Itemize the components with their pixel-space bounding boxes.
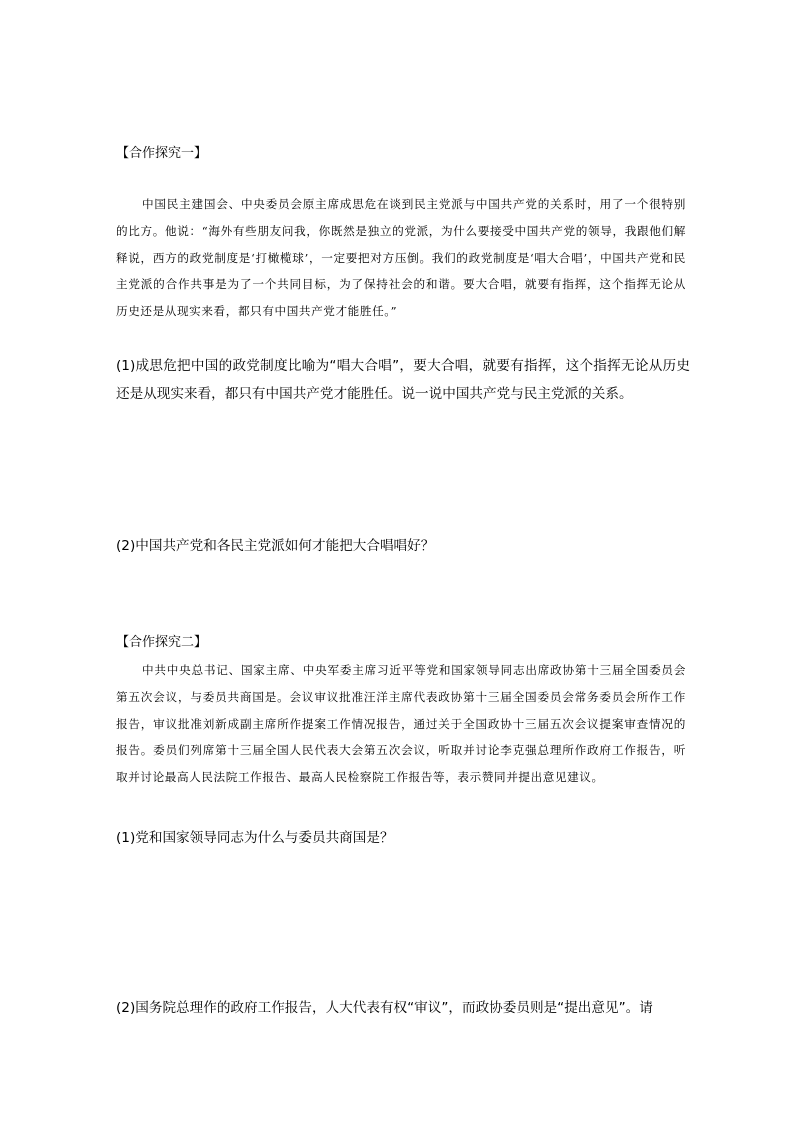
section-2-heading: 【合作探究二】 bbox=[116, 635, 208, 650]
section-2-passage: 中共中央总书记、国家主席、中央军委主席习近平等党和国家领导同志出席政协第十三届全国委员会第五次会议，与委员共商国是。会议审议批准汪洋主席代表政协第十三届全国委员会常务委员会所作工作报告，审议批准刘新成副主席所作提案工作情况报告，通过关于全国政协十三届五次会议提案审查情况的报告。委员们列席第十三届全国人民代表大会第五次会议，听取并讨论李克强总理所作政府工作报告，听取并讨论最高人民法院工作报告、最高人民检察院工作报告等，表示赞同并提出意见建议。 bbox=[116, 663, 686, 785]
section-1-heading: 【合作探究一】 bbox=[116, 146, 208, 161]
section-1-passage: 中国民主建国会、中央委员会原主席成思危在谈到民主党派与中国共产党的关系时，用了一个很特别的比方。他说：“海外有些朋友问我，你既然是独立的党派，为什么要接受中国共产党的领导，我跟他们解释说，西方的政党制度是‘打橄榄球’，一定要把对方压倒。我们的政党制度是‘唱大合唱’，中国共产党和民主党派的合作共事是为了一个共同目标，为了保持社会的和谐。要大合唱，就要有指挥，这个指挥无论从历史还是从现实来看，都只有中国共产党才能胜任。” bbox=[116, 197, 686, 319]
section-1-question-2: (2)中国共产党和各民主党派如何才能把大合唱唱好？ bbox=[116, 538, 435, 554]
section-2-question-2: (2)国务院总理作的政府工作报告，人大代表有权“审议”，而政协委员则是“提出意见”。请 bbox=[116, 1000, 653, 1016]
section-2-question-1: (1)党和国家领导同志为什么与委员共商国是？ bbox=[116, 830, 394, 846]
section-1-question-1: (1)成思危把中国的政党制度比喻为“唱大合唱”，要大合唱，就要有指挥，这个指挥无论从历史还是从现实来看，都只有中国共产党才能胜任。说一说中国共产党与民主党派的关系。 bbox=[116, 358, 690, 402]
